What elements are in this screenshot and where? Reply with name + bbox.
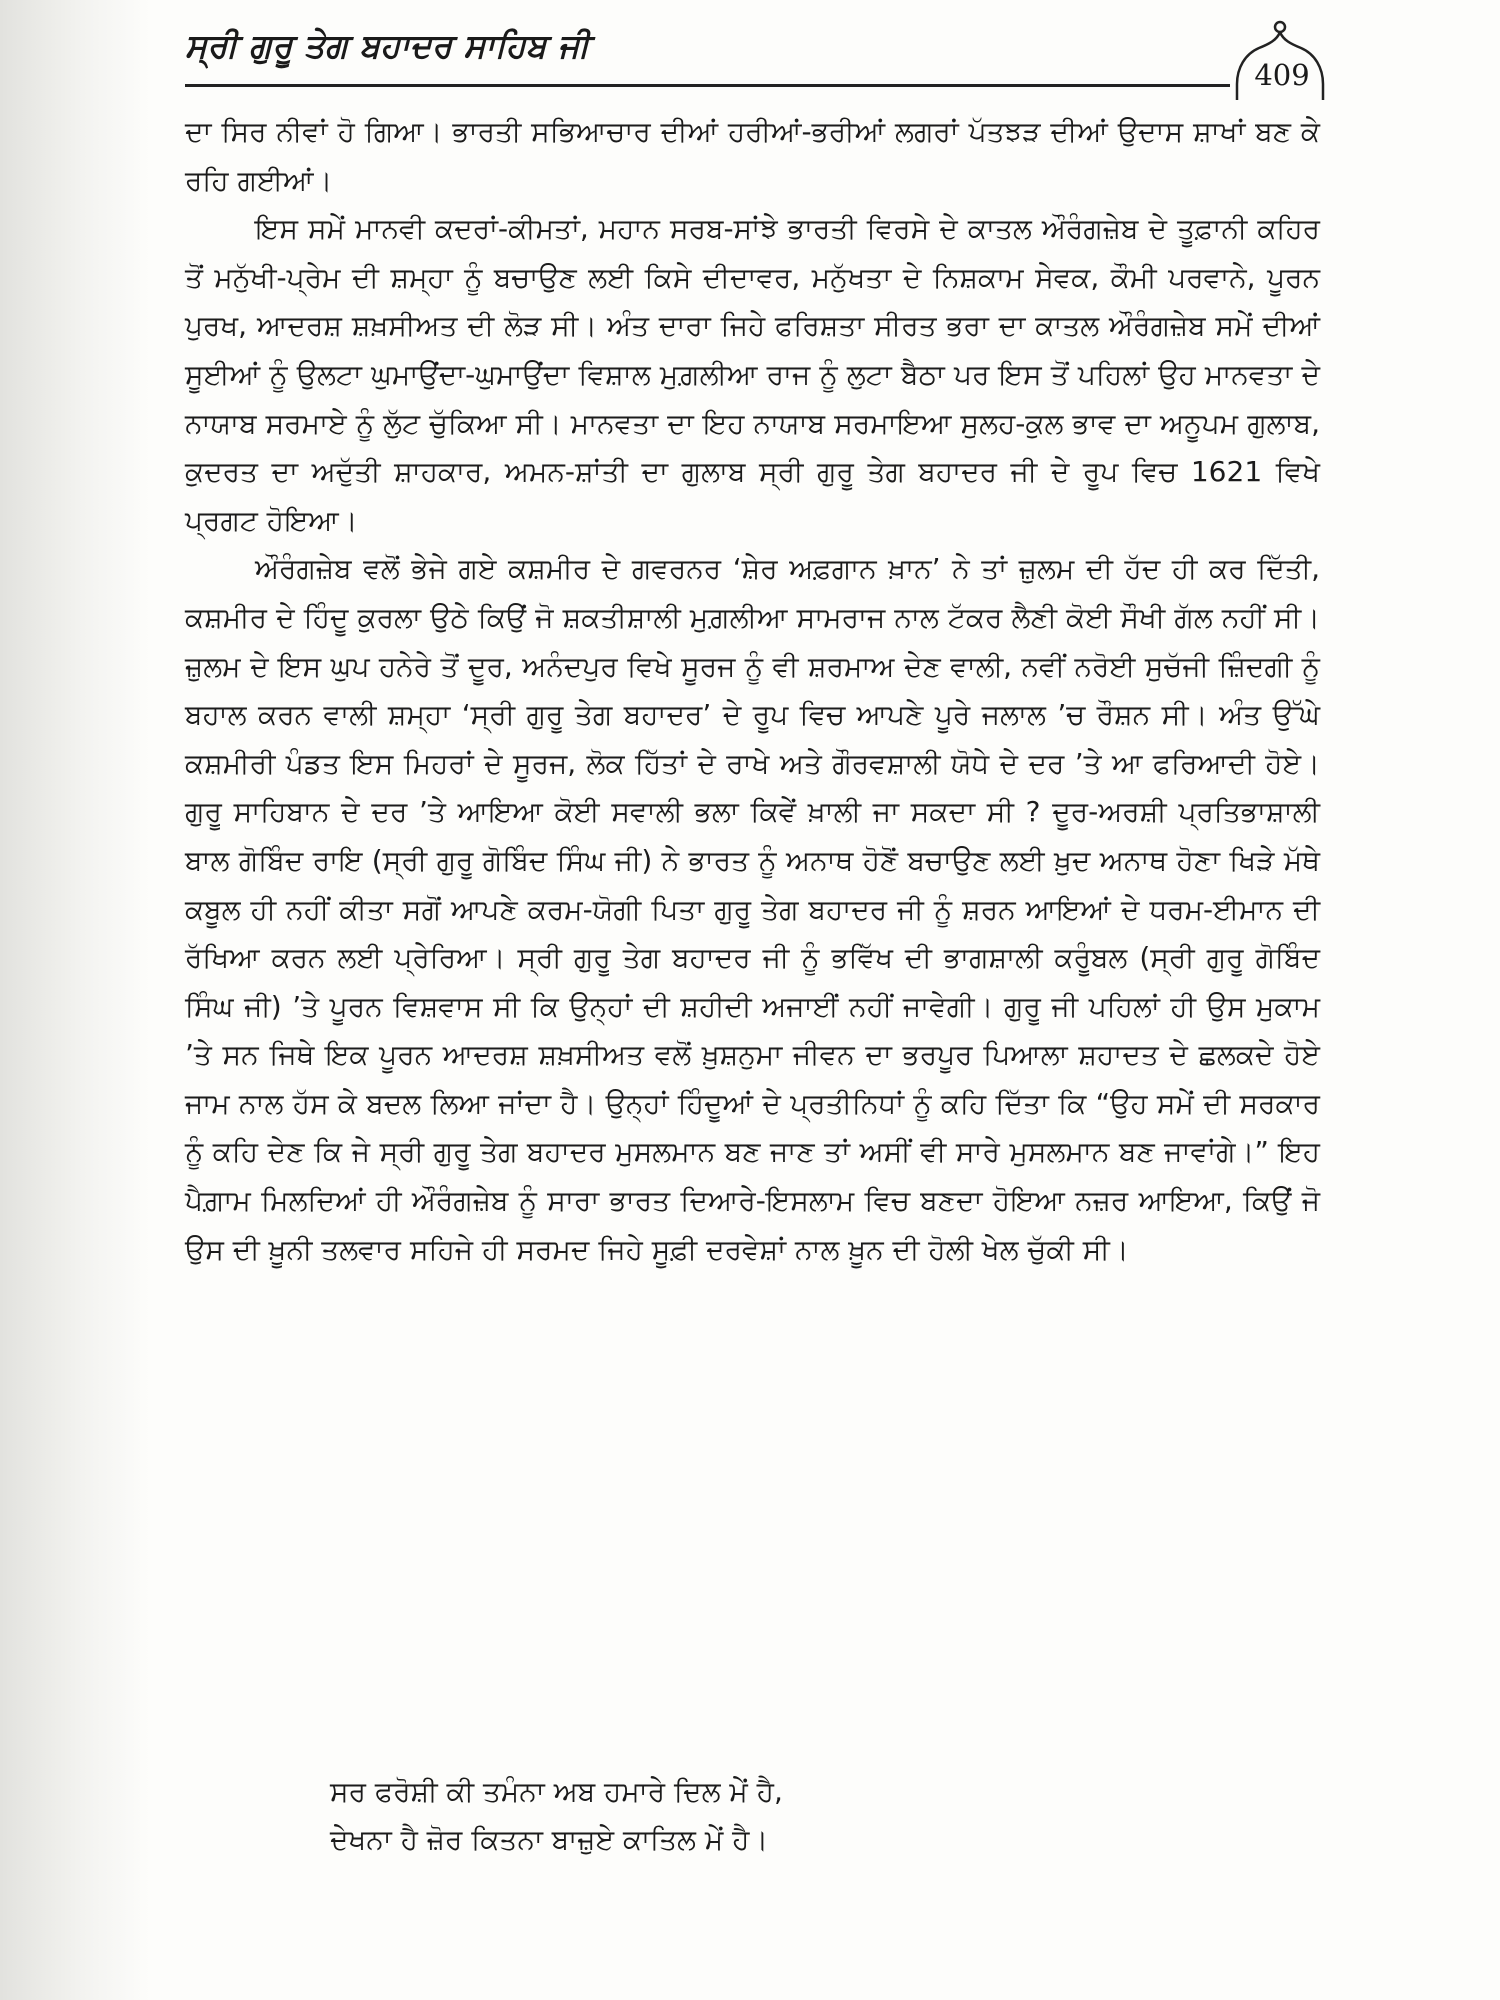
paragraph: ਦਾ ਸਿਰ ਨੀਵਾਂ ਹੋ ਗਿਆ। ਭਾਰਤੀ ਸਭਿਆਚਾਰ ਦੀਆਂ ਹਰੀਆਂ-ਭਰੀਆਂ ਲਗਰਾਂ ਪੱਤਝੜ ਦੀਆਂ ਉਦਾਸ ਸ਼ਾਖਾਂ ਬਣ ਕੇ ਰਹਿ ਗਈਆਂ।	[185, 115, 1320, 197]
verse-couplet	[330, 1768, 783, 1864]
body-text	[185, 108, 1320, 1274]
paragraph: ਇਸ ਸਮੇਂ ਮਾਨਵੀ ਕਦਰਾਂ-ਕੀਮਤਾਂ, ਮਹਾਨ ਸਰਬ-ਸਾਂਝੇ ਭਾਰਤੀ ਵਿਰਸੇ ਦੇ ਕਾਤਲ ਔਰੰਗਜ਼ੇਬ ਦੇ ਤੂਫ਼ਾਨੀ ਕਹਿਰ ਤੋਂ ਮਨੁੱਖੀ-ਪ੍ਰੇਮ ਦੀ ਸ਼ਮ੍ਹਾ ਨੂੰ ਬਚਾਉਣ ਲਈ ਕਿਸੇ ਦੀਦਾਵਰ, ਮਨੁੱਖਤਾ ਦੇ ਨਿਸ਼ਕਾਮ ਸੇਵਕ, ਕੌਮੀ ਪਰਵਾਨੇ, ਪੂਰਨ ਪੁਰਖ, ਆਦਰਸ਼ ਸ਼ਖ਼ਸੀਅਤ ਦੀ ਲੋੜ ਸੀ। ਅੰਤ ਦਾਰਾ ਜਿਹੇ ਫਰਿਸ਼ਤਾ ਸੀਰਤ ਭਰਾ ਦਾ ਕਾਤਲ ਔਰੰਗਜ਼ੇਬ ਸਮੇਂ ਦੀਆਂ ਸੂਈਆਂ ਨੂੰ ਉਲਟਾ ਘੁਮਾਉਂਦਾ-ਘੁਮਾਉਂਦਾ ਵਿਸ਼ਾਲ ਮੁਗ਼ਲੀਆ ਰਾਜ ਨੂੰ ਲੁਟਾ ਬੈਠਾ ਪਰ ਇਸ ਤੋਂ ਪਹਿਲਾਂ ਉਹ ਮਾਨਵਤਾ ਦੇ ਨਾਯਾਬ ਸਰਮਾਏ ਨੂੰ ਲੁੱਟ ਚੁੱਕਿਆ ਸੀ। ਮਾਨਵਤਾ ਦਾ ਇਹ ਨਾਯਾਬ ਸਰਮਾਇਆ ਸੁਲਹ-ਕੁਲ ਭਾਵ ਦਾ ਅਨੂਪਮ ਗੁਲਾਬ, ਕੁਦਰਤ ਦਾ ਅਦੁੱਤੀ ਸ਼ਾਹਕਾਰ, ਅਮਨ-ਸ਼ਾਂਤੀ ਦਾ ਗੁਲਾਬ ਸ੍ਰੀ ਗੁਰੂ ਤੇਗ ਬਹਾਦਰ ਜੀ ਦੇ ਰੂਪ ਵਿਚ 1621 ਵਿਖੇ ਪ੍ਰਗਟ ਹੋਇਆ।	[185, 212, 1320, 537]
verse-line: ਦੇਖਨਾ ਹੈ ਜ਼ੋਰ ਕਿਤਨਾ ਬਾਜ਼ੁਏ ਕਾਤਿਲ ਮੇਂ ਹੈ।	[330, 1823, 769, 1856]
page-number: 409	[1254, 58, 1310, 92]
running-title: ਸ੍ਰੀ ਗੁਰੂ ਤੇਗ ਬਹਾਦਰ ਸਾਹਿਬ ਜੀ	[185, 26, 590, 65]
verse-line: ਸਰ ਫਰੋਸ਼ੀ ਕੀ ਤਮੰਨਾ ਅਬ ਹਮਾਰੇ ਦਿਲ ਮੇਂ ਹੈ,	[330, 1775, 783, 1808]
page-header	[185, 18, 1335, 98]
paragraph: ਔਰੰਗਜ਼ੇਬ ਵਲੋਂ ਭੇਜੇ ਗਏ ਕਸ਼ਮੀਰ ਦੇ ਗਵਰਨਰ ‘ਸ਼ੇਰ ਅਫ਼ਗਾਨ ਖ਼ਾਨ’ ਨੇ ਤਾਂ ਜ਼ੁਲਮ ਦੀ ਹੱਦ ਹੀ ਕਰ ਦਿੱਤੀ, ਕਸ਼ਮੀਰ ਦੇ ਹਿੰਦੂ ਕੁਰਲਾ ਉਠੇ ਕਿਉਂ ਜੋ ਸ਼ਕਤੀਸ਼ਾਲੀ ਮੁਗ਼ਲੀਆ ਸਾਮਰਾਜ ਨਾਲ ਟੱਕਰ ਲੈਣੀ ਕੋਈ ਸੌਖੀ ਗੱਲ ਨਹੀਂ ਸੀ। ਜ਼ੁਲਮ ਦੇ ਇਸ ਘੁਪ ਹਨੇਰੇ ਤੋਂ ਦੂਰ, ਅਨੰਦਪੁਰ ਵਿਖੇ ਸੂਰਜ ਨੂੰ ਵੀ ਸ਼ਰਮਾਅ ਦੇਣ ਵਾਲੀ, ਨਵੀਂ ਨਰੋਈ ਸੁਚੱਜੀ ਜ਼ਿੰਦਗੀ ਨੂੰ ਬਹਾਲ ਕਰਨ ਵਾਲੀ ਸ਼ਮ੍ਹਾ ‘ਸ੍ਰੀ ਗੁਰੂ ਤੇਗ ਬਹਾਦਰ’ ਦੇ ਰੂਪ ਵਿਚ ਆਪਣੇ ਪੂਰੇ ਜਲਾਲ ’ਚ ਰੌਸ਼ਨ ਸੀ। ਅੰਤ ਉੱਘੇ ਕਸ਼ਮੀਰੀ ਪੰਡਤ ਇਸ ਮਿਹਰਾਂ ਦੇ ਸੂਰਜ, ਲੋਕ ਹਿੱਤਾਂ ਦੇ ਰਾਖੇ ਅਤੇ ਗੌਰਵਸ਼ਾਲੀ ਯੋਧੇ ਦੇ ਦਰ ’ਤੇ ਆ ਫਰਿਆਦੀ ਹੋਏ। ਗੁਰੂ ਸਾਹਿਬਾਨ ਦੇ ਦਰ ’ਤੇ ਆਇਆ ਕੋਈ ਸਵਾਲੀ ਭਲਾ ਕਿਵੇਂ ਖ਼ਾਲੀ ਜਾ ਸਕਦਾ ਸੀ ? ਦੂਰ-ਅਰਸ਼ੀ ਪ੍ਰਤਿਭਾਸ਼ਾਲੀ ਬਾਲ ਗੋਬਿੰਦ ਰਾਇ (ਸ੍ਰੀ ਗੁਰੂ ਗੋਬਿੰਦ ਸਿੰਘ ਜੀ) ਨੇ ਭਾਰਤ ਨੂੰ ਅਨਾਥ ਹੋਣੋਂ ਬਚਾਉਣ ਲਈ ਖ਼ੁਦ ਅਨਾਥ ਹੋਣਾ ਖਿੜੇ ਮੱਥੇ ਕਬੂਲ ਹੀ ਨਹੀਂ ਕੀਤਾ ਸਗੋਂ ਆਪਣੇ ਕਰਮ-ਯੋਗੀ ਪਿਤਾ ਗੁਰੂ ਤੇਗ ਬਹਾਦਰ ਜੀ ਨੂੰ ਸ਼ਰਨ ਆਇਆਂ ਦੇ ਧਰਮ-ਈਮਾਨ ਦੀ ਰੱਖਿਆ ਕਰਨ ਲਈ ਪ੍ਰੇਰਿਆ। ਸ੍ਰੀ ਗੁਰੂ ਤੇਗ ਬਹਾਦਰ ਜੀ ਨੂੰ ਭਵਿੱਖ ਦੀ ਭਾਗਸ਼ਾਲੀ ਕਰੂੰਬਲ (ਸ੍ਰੀ ਗੁਰੂ ਗੋਬਿੰਦ ਸਿੰਘ ਜੀ) ’ਤੇ ਪੂਰਨ ਵਿਸ਼ਵਾਸ ਸੀ ਕਿ ਉਨ੍ਹਾਂ ਦੀ ਸ਼ਹੀਦੀ ਅਜਾਈਂ ਨਹੀਂ ਜਾਵੇਗੀ। ਗੁਰੂ ਜੀ ਪਹਿਲਾਂ ਹੀ ਉਸ ਮੁਕਾਮ ’ਤੇ ਸਨ ਜਿਥੇ ਇਕ ਪੂਰਨ ਆਦਰਸ਼ ਸ਼ਖ਼ਸੀਅਤ ਵਲੋਂ ਖ਼ੁਸ਼ਨੁਮਾ ਜੀਵਨ ਦਾ ਭਰਪੂਰ ਪਿਆਲਾ ਸ਼ਹਾਦਤ ਦੇ ਛਲਕਦੇ ਹੋਏ ਜਾਮ ਨਾਲ ਹੱਸ ਕੇ ਬਦਲ ਲਿਆ ਜਾਂਦਾ ਹੈ। ਉਨ੍ਹਾਂ ਹਿੰਦੂਆਂ ਦੇ ਪ੍ਰਤੀਨਿਧਾਂ ਨੂੰ ਕਹਿ ਦਿੱਤਾ ਕਿ “ਉਹ ਸਮੇਂ ਦੀ ਸਰਕਾਰ ਨੂੰ ਕਹਿ ਦੇਣ ਕਿ ਜੇ ਸ੍ਰੀ ਗੁਰੂ ਤੇਗ ਬਹਾਦਰ ਮੁਸਲਮਾਨ ਬਣ ਜਾਣ ਤਾਂ ਅਸੀਂ ਵੀ ਸਾਰੇ ਮੁਸਲਮਾਨ ਬਣ ਜਾਵਾਂਗੇ।” ਇਹ ਪੈਗ਼ਾਮ ਮਿਲਦਿਆਂ ਹੀ ਔਰੰਗਜ਼ੇਬ ਨੂੰ ਸਾਰਾ ਭਾਰਤ ਦਿਆਰੇ-ਇਸਲਾਮ ਵਿਚ ਬਣਦਾ ਹੋਇਆ ਨਜ਼ਰ ਆਇਆ, ਕਿਉਂ ਜੋ ਉਸ ਦੀ ਖ਼ੂਨੀ ਤਲਵਾਰ ਸਹਿਜੇ ਹੀ ਸਰਮਦ ਜਿਹੇ ਸੂਫ਼ੀ ਦਰਵੇਸ਼ਾਂ ਨਾਲ ਖ਼ੂਨ ਦੀ ਹੋਲੀ ਖੇਲ ਚੁੱਕੀ ਸੀ।	[185, 552, 1320, 1266]
spine-shadow	[0, 0, 150, 2000]
header-rule	[185, 84, 1230, 87]
